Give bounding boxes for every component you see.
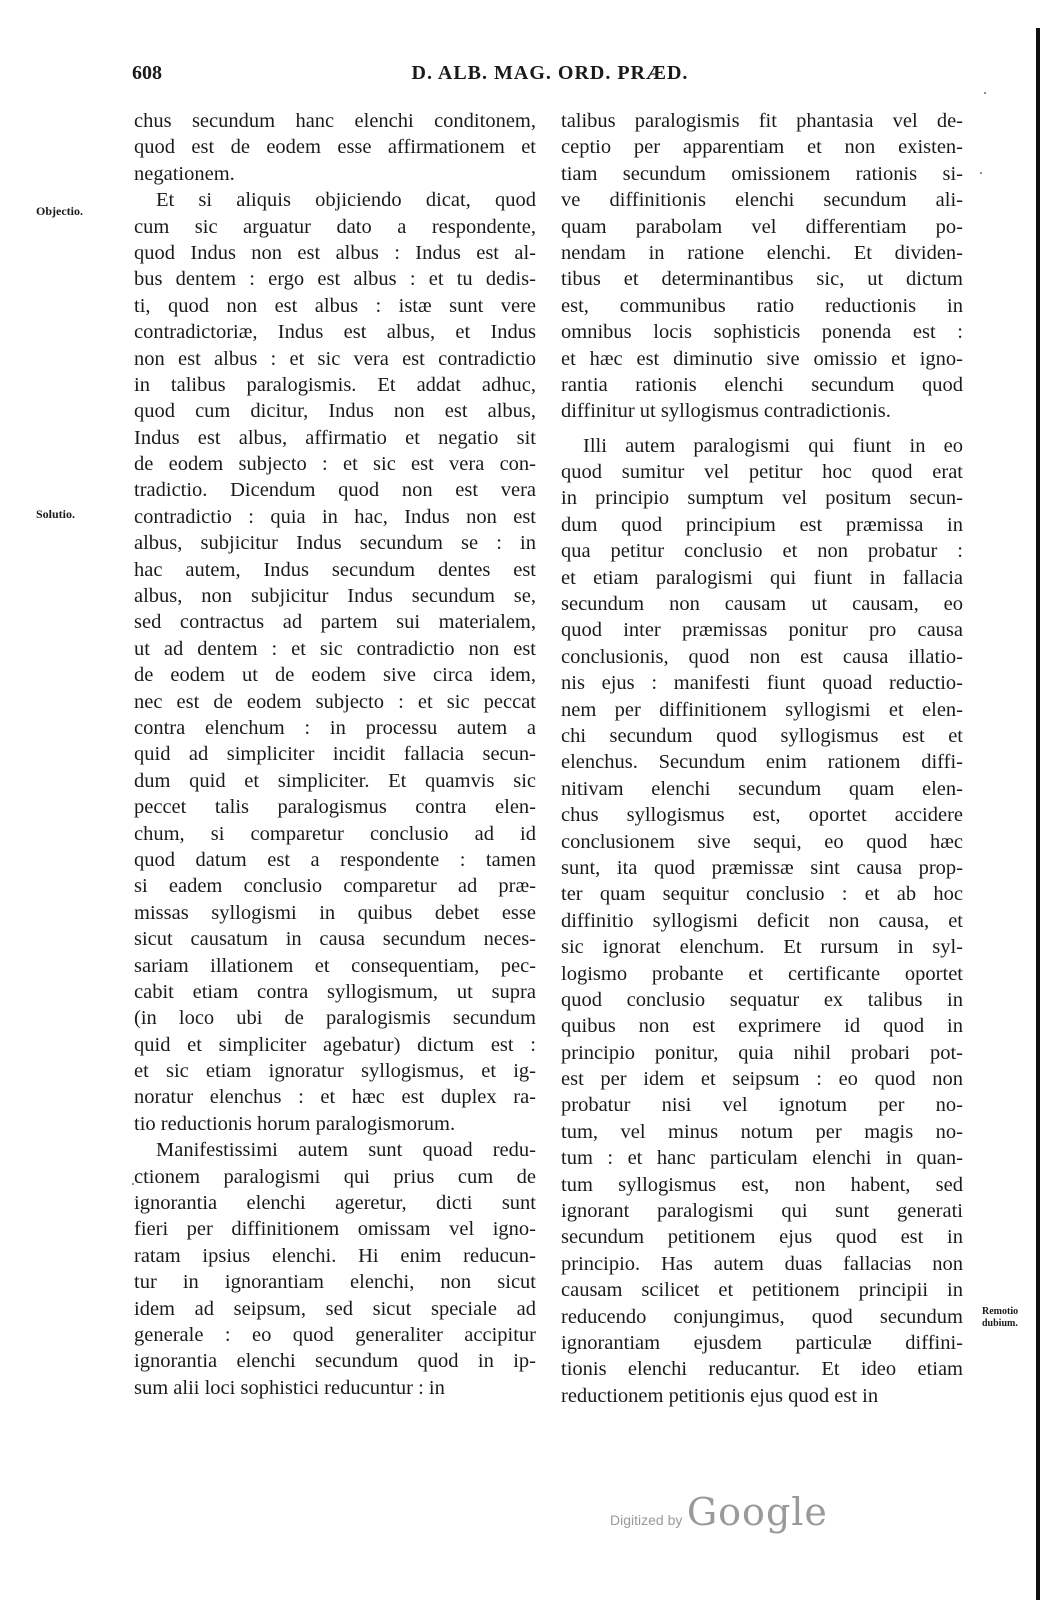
text-line: de eodem ut de eodem sive circa idem,: [134, 664, 536, 687]
text-line: tum syllogismus est, non habent, sed: [561, 1173, 963, 1196]
text-line: quam parabolam vel differentiam po-: [561, 215, 963, 238]
text-line: secundum petitionem ejus quod est in: [561, 1226, 963, 1249]
margin-note-remotio-line: Remotio: [982, 1306, 1019, 1317]
text-line: nendam in ratione elenchi. Et dividen-: [561, 241, 963, 264]
text-line: ignorant paralogismi qui sunt generati: [561, 1200, 963, 1223]
text-line: ceptio per apparentiam et non existen-: [561, 136, 963, 159]
text-line: elenchus. Secundum enim rationem diffi-: [561, 751, 963, 774]
text-line: bus dentem : ergo est albus : et tu dedis-: [134, 268, 536, 291]
text-line: talibus paralogismis fit phantasia vel de-: [561, 110, 963, 132]
text-line: conclusionis, quod non est causa illatio-: [561, 645, 963, 668]
text-line: tibus et determinantibus sic, ut dictum: [561, 268, 963, 291]
text-line: nitivam elenchi secundum quam elen-: [561, 777, 963, 800]
text-line: sed contractus ad partem sui materialem,: [134, 611, 536, 634]
text-line: tum : et hanc particulam elenchi in quan-: [561, 1147, 963, 1170]
text-line: et hæc est diminutio sive omissio et igno-: [561, 347, 963, 370]
margin-note-remotio-line: dubium.: [982, 1318, 1018, 1329]
left-text-column: [134, 108, 536, 1401]
text-line: in principio sumptum vel positum secun-: [561, 487, 963, 510]
text-line: rantia rationis elenchi secundum quod: [561, 373, 963, 396]
text-line: in talibus paralogismis. Et addat adhuc,: [134, 373, 536, 396]
text-line: nem per diffinitionem syllogismi et elen-: [561, 698, 963, 721]
page-header: [132, 62, 968, 92]
text-line: ignorantiam ejusdem particulæ diffini-: [561, 1331, 963, 1354]
text-line: quibus non est exprimere id quod in: [561, 1015, 963, 1038]
text-line: de eodem subjecto : et sic est vera con-: [134, 453, 536, 476]
text-line: chus syllogismus est, oportet accidere: [561, 804, 963, 827]
text-line: (in loco ubi de paralogismis secundum: [134, 1007, 536, 1030]
text-line: hac autem, Indus secundum dentes est: [134, 558, 536, 581]
watermark-brand-logo: Google: [686, 1490, 828, 1534]
text-line: cum sic arguatur dato a respondente,: [134, 215, 536, 238]
text-line: omnibus locis sophisticis ponenda est :: [561, 321, 963, 344]
text-line: tionis elenchi reducantur. Et ideo etiam: [561, 1358, 963, 1381]
text-line: est, communibus ratio reductionis in: [561, 294, 963, 317]
text-line: quid et simpliciter agebatur) dictum est :: [134, 1033, 536, 1056]
text-line: sum alii loci sophistici reducuntur : in: [134, 1376, 445, 1399]
text-line: chum, si comparetur conclusio ad id: [134, 822, 536, 845]
right-text-column: [561, 108, 963, 1409]
text-line: tiam secundum omissionem rationis si-: [561, 162, 963, 185]
text-line: logismo probante et certificante oportet: [561, 962, 963, 985]
text-line: tio reductionis horum paralogismorum.: [134, 1112, 456, 1135]
text-line: ratam ipsius elenchi. Hi enim reducun-: [134, 1244, 536, 1267]
speck: [984, 92, 986, 94]
text-line: quod cum dicitur, Indus non est albus,: [134, 400, 536, 423]
text-line: est per idem et seipsum : eo quod non: [561, 1068, 963, 1091]
text-line: cabit etiam contra syllogismum, ut supra: [134, 980, 536, 1003]
text-line: noratur elenchus : et hæc est duplex ra-: [134, 1086, 536, 1109]
text-line: tur in ignorantiam elenchi, non sicut: [134, 1271, 536, 1294]
text-line: Indus est albus, affirmatio et negatio sit: [134, 426, 536, 449]
paragraph: [134, 1137, 536, 1401]
text-line: causam scilicet et petitionem principii in: [561, 1279, 963, 1302]
text-line: quid ad simpliciter incidit fallacia secun-: [134, 743, 536, 766]
text-line: diffinitur ut syllogismus contradictionis.: [561, 400, 891, 423]
text-line: contra elenchum : in processu autem a: [134, 716, 536, 739]
text-line: reducendo conjungimus, quod secundum: [561, 1305, 963, 1328]
text-line: Illi autem paralogismi qui fiunt in eo: [583, 434, 963, 457]
text-line: dum quid et simpliciter. Et quamvis sic: [134, 769, 536, 792]
text-line: missas syllogismi in quibus debet esse: [134, 901, 536, 924]
text-line: chi secundum quod syllogismus est et: [561, 724, 963, 747]
text-line: tradictio. Dicendum quod non est vera: [134, 479, 536, 502]
text-line: quod Indus non est albus : Indus est al-: [134, 241, 536, 264]
text-line: ignorantia elenchi secundum quod in ip-: [134, 1350, 536, 1373]
text-line: et sic etiam ignoratur syllogismus, et ig-: [134, 1060, 536, 1083]
text-line: contradictio : quia in hac, Indus non est: [134, 505, 536, 528]
text-line: albus, non subjicitur Indus secundum se,: [134, 585, 536, 608]
text-line: principio ponitur, quia nihil probari pot-: [561, 1041, 963, 1064]
paragraph: [134, 108, 536, 187]
text-line: dum quod principium est præmissa in: [561, 513, 963, 536]
text-line: quod conclusio sequatur ex talibus in: [561, 988, 963, 1011]
text-line: contradictoriæ, Indus est albus, et Indus: [134, 321, 536, 344]
text-line: generale : eo quod generaliter accipitur: [134, 1323, 536, 1346]
running-head: D. ALB. MAG. ORD. PRÆD.: [411, 62, 689, 84]
text-line: Manifestissimi autem sunt quoad redu-: [156, 1139, 536, 1162]
text-line: reductionem petitionis ejus quod est in: [561, 1384, 879, 1407]
text-line: qua petitur conclusio et non probatur :: [561, 540, 963, 563]
text-line: ut ad dentem : et sic contradictio non est: [134, 637, 536, 660]
digitization-watermark: [610, 1490, 828, 1534]
text-line: probatur nisi vel ignotum per no-: [561, 1094, 963, 1117]
page-edge-line: [1036, 28, 1040, 1600]
text-line: si eadem conclusio comparetur ad præ-: [134, 875, 536, 898]
text-line: albus, subjicitur Indus secundum se : in: [134, 532, 536, 555]
text-line: secundum non causam ut causam, eo: [561, 593, 963, 616]
text-line: conclusionem sive sequi, eo quod hæc: [561, 830, 963, 853]
text-line: nec est de eodem subjecto : et sic peccat: [134, 690, 536, 713]
text-line: quod sumitur vel petitur hoc quod erat: [561, 461, 963, 484]
text-line: et etiam paralogismi qui fiunt in fallacia: [561, 566, 963, 589]
text-line: non est albus : et sic vera est contradictio: [134, 347, 536, 370]
speck: [980, 172, 982, 174]
page-number: 608: [132, 62, 162, 84]
text-line: principio. Has autem duas fallacias non: [561, 1252, 963, 1275]
text-line: idem ad seipsum, sed sicut speciale ad: [134, 1297, 536, 1320]
text-line: ve diffinitionis elenchi secundum ali-: [561, 189, 963, 212]
text-line: sicut causatum in causa secundum neces-: [134, 928, 536, 951]
text-line: ignorantia elenchi ageretur, dicti sunt: [134, 1192, 536, 1215]
text-line: quod datum est a respondente : tamen: [134, 848, 536, 871]
text-line: nis ejus : manifesti fiunt quoad reductio-: [561, 672, 963, 695]
text-line: Et si aliquis objiciendo dicat, quod: [156, 189, 536, 212]
text-line: ti, quod non est albus : istæ sunt vere: [134, 294, 536, 317]
text-line: chus secundum hanc elenchi conditonem,: [134, 110, 536, 132]
paragraph: [134, 187, 536, 1137]
text-line: tum, vel minus notum per magis no-: [561, 1120, 963, 1143]
paragraph: [561, 108, 963, 425]
paragraph: [561, 433, 963, 1409]
text-line: sariam illationem et consequentiam, pec-: [134, 954, 536, 977]
watermark-label: Digitized by: [610, 1512, 683, 1528]
text-line: quod est de eodem esse affirmationem et: [134, 136, 536, 159]
text-line: quod inter præmissas ponitur pro causa: [561, 619, 963, 642]
text-line: ter quam sequitur conclusio : et ab hoc: [561, 883, 963, 906]
text-line: sunt, ita quod præmissæ sint causa prop-: [561, 856, 963, 879]
text-line: diffinitio syllogismi deficit non causa, et: [561, 909, 963, 932]
margin-note-objectio: Objectio.: [36, 204, 83, 218]
text-line: ctionem paralogismi qui prius cum de: [134, 1165, 536, 1188]
text-line: peccet talis paralogismus contra elen-: [134, 796, 536, 819]
text-line: fieri per diffinitionem omissam vel igno-: [134, 1218, 536, 1241]
text-line: negationem.: [134, 162, 235, 185]
margin-note-remotio: [982, 1306, 1018, 1330]
text-line: sic ignorat elenchum. Et rursum in syl-: [561, 936, 963, 959]
margin-note-solutio: Solutio.: [36, 507, 76, 521]
